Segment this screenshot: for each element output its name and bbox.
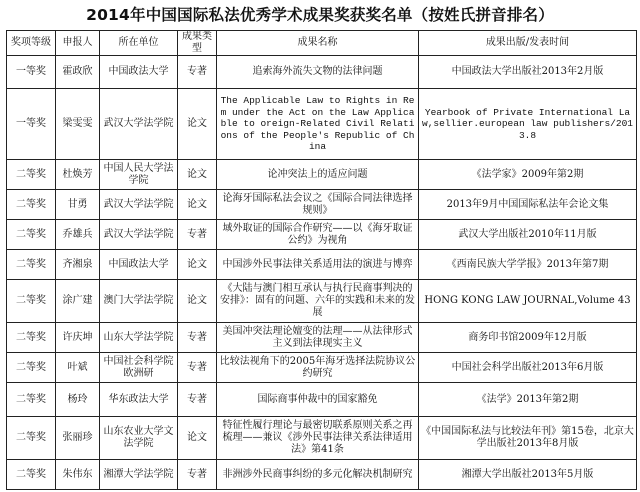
table-row <box>7 353 637 383</box>
table-row <box>7 323 637 353</box>
cell-publication: 湘潭大学出版社2013年5月版 <box>419 460 637 490</box>
header-type: 成果类型 <box>178 31 217 56</box>
cell-work: 美国冲突法理论嬗变的法理——从法律形式主义到法律现实主义 <box>217 323 419 353</box>
cell-unit: 武汉大学法学院 <box>100 190 178 220</box>
cell-level: 二等奖 <box>7 353 56 383</box>
cell-unit: 中国政法大学 <box>100 250 178 280</box>
cell-type: 论文 <box>178 250 217 280</box>
table-row <box>7 383 637 417</box>
cell-unit: 华东政法大学 <box>100 383 178 417</box>
cell-applicant: 朱伟东 <box>56 460 100 490</box>
cell-publication: 《西南民族大学学报》2013年第7期 <box>419 250 637 280</box>
cell-level: 二等奖 <box>7 190 56 220</box>
cell-applicant: 许庆坤 <box>56 323 100 353</box>
table-row <box>7 460 637 490</box>
cell-work: 追索海外流失文物的法律问题 <box>217 56 419 89</box>
cell-publication: 《中国国际私法与比较法年刊》第15卷，北京大学出版社2013年8月版 <box>419 417 637 460</box>
cell-applicant: 梁雯雯 <box>56 89 100 160</box>
table-row <box>7 280 637 323</box>
cell-level: 一等奖 <box>7 89 56 160</box>
cell-publication: Yearbook of Private International Law,sellier.european law publishers/2013.8 <box>419 89 637 160</box>
cell-publication: 中国社会科学出版社2013年6月版 <box>419 353 637 383</box>
cell-level: 一等奖 <box>7 56 56 89</box>
cell-level: 二等奖 <box>7 250 56 280</box>
cell-work: 非洲涉外民商事纠纷的多元化解决机制研究 <box>217 460 419 490</box>
award-table <box>6 30 637 490</box>
cell-applicant: 齐湘泉 <box>56 250 100 280</box>
cell-applicant: 甘勇 <box>56 190 100 220</box>
cell-level: 二等奖 <box>7 160 56 190</box>
cell-work: 论海牙国际私法会议之《国际合同法律选择规则》 <box>217 190 419 220</box>
cell-publication: 武汉大学出版社2010年11月版 <box>419 220 637 250</box>
table-row <box>7 160 637 190</box>
cell-publication: 2013年9月中国国际私法年会论文集 <box>419 190 637 220</box>
cell-unit: 中国政法大学 <box>100 56 178 89</box>
cell-type: 论文 <box>178 190 217 220</box>
table-row <box>7 417 637 460</box>
cell-publication: 商务印书馆2009年12月版 <box>419 323 637 353</box>
cell-publication: 中国政法大学出版社2013年2月版 <box>419 56 637 89</box>
table-row <box>7 56 637 89</box>
cell-unit: 山东农业大学文法学院 <box>100 417 178 460</box>
cell-type: 论文 <box>178 160 217 190</box>
cell-type: 专著 <box>178 353 217 383</box>
cell-applicant: 涂广建 <box>56 280 100 323</box>
cell-type: 专著 <box>178 383 217 417</box>
cell-type: 专著 <box>178 56 217 89</box>
cell-type: 专著 <box>178 220 217 250</box>
header-unit: 所在单位 <box>100 31 178 56</box>
cell-unit: 中国社会科学院欧洲研 <box>100 353 178 383</box>
cell-work: 论冲突法上的适应问题 <box>217 160 419 190</box>
cell-publication: 《法学家》2009年第2期 <box>419 160 637 190</box>
cell-work: 比较法视角下的2005年海牙选择法院协议公约研究 <box>217 353 419 383</box>
cell-unit: 山东大学法学院 <box>100 323 178 353</box>
cell-work: 国际商事仲裁中的国家豁免 <box>217 383 419 417</box>
cell-applicant: 叶斌 <box>56 353 100 383</box>
cell-type: 论文 <box>178 280 217 323</box>
table-row <box>7 250 637 280</box>
cell-applicant: 乔雄兵 <box>56 220 100 250</box>
cell-level: 二等奖 <box>7 417 56 460</box>
cell-work: 域外取证的国际合作研究——以《海牙取证公约》为视角 <box>217 220 419 250</box>
cell-unit: 武汉大学法学院 <box>100 89 178 160</box>
header-publication: 成果出版/发表时间 <box>419 31 637 56</box>
cell-unit: 湘潭大学法学院 <box>100 460 178 490</box>
header-level: 奖项等级 <box>7 31 56 56</box>
cell-work: 中国涉外民事法律关系适用法的演进与博弈 <box>217 250 419 280</box>
table-row <box>7 220 637 250</box>
cell-type: 专著 <box>178 460 217 490</box>
document-title: 2014年中国国际私法优秀学术成果奖获奖名单（按姓氏拼音排名） <box>86 6 554 24</box>
cell-unit: 澳门大学法学院 <box>100 280 178 323</box>
table-row <box>7 190 637 220</box>
cell-unit: 中国人民大学法学院 <box>100 160 178 190</box>
cell-applicant: 张丽珍 <box>56 417 100 460</box>
header-applicant: 申报人 <box>56 31 100 56</box>
cell-publication: HONG KONG LAW JOURNAL,Volume 43 <box>419 280 637 323</box>
cell-work: 特征性履行理论与最密切联系原则关系之再梳理——兼议《涉外民事法律关系法律适用法》第41条 <box>217 417 419 460</box>
cell-applicant: 杜焕芳 <box>56 160 100 190</box>
cell-type: 专著 <box>178 323 217 353</box>
cell-applicant: 霍政欣 <box>56 56 100 89</box>
table-body <box>7 56 637 490</box>
header-work: 成果名称 <box>217 31 419 56</box>
cell-type: 论文 <box>178 417 217 460</box>
cell-type: 论文 <box>178 89 217 160</box>
cell-work: The Applicable Law to Rights in Rem under the Act on the Law Applicable to oreign-Related Civil Relations of the People's Republic of China <box>217 89 419 160</box>
cell-applicant: 杨玲 <box>56 383 100 417</box>
cell-level: 二等奖 <box>7 280 56 323</box>
table-header-row <box>7 31 637 56</box>
cell-level: 二等奖 <box>7 383 56 417</box>
cell-publication: 《法学》2013年第2期 <box>419 383 637 417</box>
cell-level: 二等奖 <box>7 220 56 250</box>
cell-work: 《大陆与澳门相互承认与执行民商事判决的安排》：固有的问题、六年的实践和未来的发展 <box>217 280 419 323</box>
cell-unit: 武汉大学法学院 <box>100 220 178 250</box>
table-row <box>7 89 637 160</box>
cell-level: 二等奖 <box>7 323 56 353</box>
cell-level: 二等奖 <box>7 460 56 490</box>
